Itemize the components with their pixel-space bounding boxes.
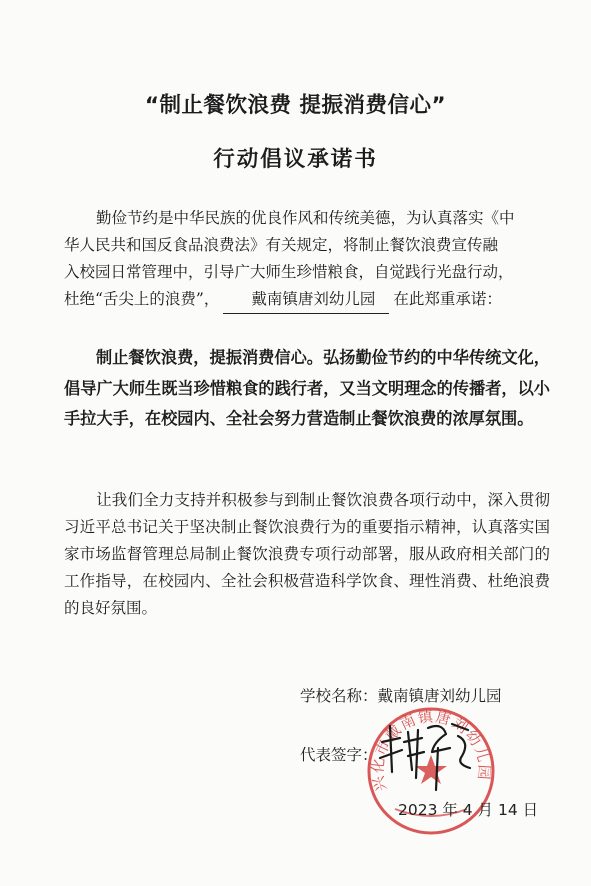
school-name-label: 学校名称： xyxy=(300,687,378,705)
intro-line-4: 杜绝“舌尖上的浪费”， 戴南镇唐刘幼儿园 在此郑重承诺： xyxy=(64,286,550,314)
paragraph-intro xyxy=(64,205,550,314)
intro-line-1: 勤俭节约是中华民族的优良作风和传统美德，为认真落实《中 xyxy=(96,209,515,227)
paragraph-action: 让我们全力支持并积极参与到制止餐饮浪费各项行动中，深入贯彻习近平总书记关于坚决制止餐饮浪费行为的重要指示精神，认真落实国家市场监督管理总局制止餐饮浪费专项行动部署，服从政府相关部门的工作指导，在校园内、全社会积极营造科学饮食、理性消费、杜绝浪费的良好氛围。 xyxy=(64,491,550,617)
intro-line-2: 华人民共和国反食品浪费法》有关规定，将制止餐饮浪费宣传融 xyxy=(64,236,499,254)
intro-line-3: 入校园日常管理中，引导广大师生珍惜粮食，自觉践行光盘行动， xyxy=(64,263,514,281)
school-name-blank: 戴南镇唐刘幼儿园 xyxy=(223,286,389,314)
svg-text:兴化市戴南镇唐刘幼儿园: 兴化市戴南镇唐刘幼儿园 xyxy=(368,707,494,794)
paragraph-pledge: 制止餐饮浪费，提振消费信心。弘扬勤俭节约的中华传统文化，倡导广大师生既当珍惜粮食的践行者，又当文明理念的传播者，以小手拉大手，在校园内、全社会努力营造制止餐饮浪费的浓厚氛围。 xyxy=(64,348,550,428)
school-name-value: 戴南镇唐刘幼儿园 xyxy=(377,687,502,705)
date-line: 2023 年 4 月 14 日 xyxy=(398,801,539,819)
handwritten-signature xyxy=(372,712,482,798)
document-subtitle: 行动倡议承诺书 xyxy=(213,147,378,172)
school-name-line xyxy=(300,684,502,706)
representative-label: 代表签字： xyxy=(300,746,378,764)
document-title: “制止餐饮浪费 提振消费信心” xyxy=(144,93,447,118)
